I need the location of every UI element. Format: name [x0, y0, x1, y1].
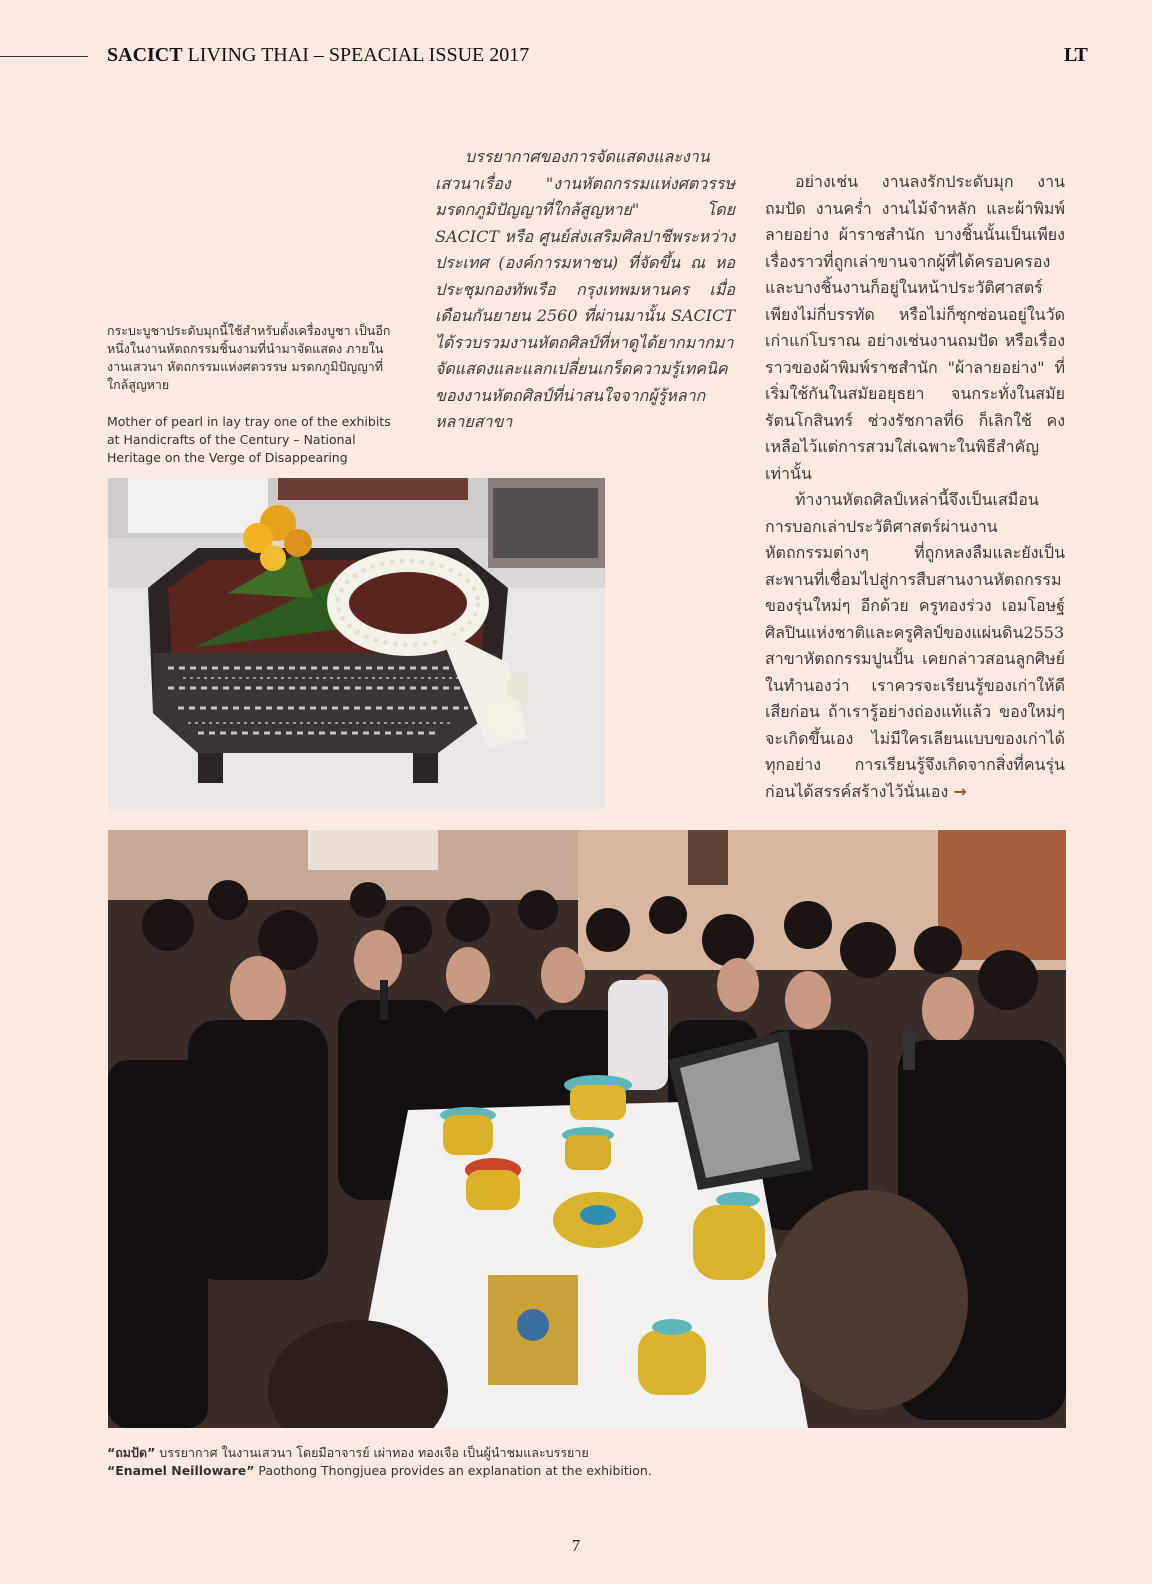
- header-rule: [0, 56, 88, 57]
- article-column: [765, 169, 1065, 805]
- caption-bottom-thai: “ถมปัด” บรรยากาศ ในงานเสวนา โดยมีอาจารย์ เผ่าทอง ทองเจือ เป็นผู้นำชมและบรรยาย: [107, 1445, 589, 1460]
- photo-pearl-tray: [108, 478, 605, 809]
- magazine-logo: LT: [1064, 44, 1087, 66]
- caption-bottom-english: “Enamel Neilloware” Paothong Thongjuea provides an explanation at the exhibition.: [107, 1463, 652, 1478]
- page-number: 7: [571, 1536, 581, 1555]
- intro-column: บรรยากาศของการจัดแสดงและงานเสวนาเรื่อง "งานหัตถกรรมแห่งศตวรรษ มรดกภูมิปัญญาที่ใกล้สูญหาย" โดย SACICT หรือ ศูนย์ส่งเสริมศิลปาชีพระหว่างประเทศ (องค์การมหาชน) ที่จัดขึ้น ณ หอประชุมกองทัพเรือ กรุงเทพมหานคร เมื่อเดือนกันยายน 2560 ที่ผ่านมานั้น SACICT ได้รวบรวมงานหัตถศิลป์ที่หาดูได้ยากมากมาจัดแสดงและแลกเปลี่ยนเกร็ดความรู้เทคนิคของงานหัตถศิลป์ที่น่าสนใจจากผู้รู้หลากหลายสาขา: [435, 147, 735, 431]
- photo-caption-bottom: [107, 1444, 1067, 1480]
- caption-english: Mother of pearl in lay tray one of the exhibits at Handicrafts of the Century – National Heritage on the Verge of Disappearing: [107, 414, 391, 465]
- magazine-header: SACICT LIVING THAI – SPEACIAL ISSUE 2017: [107, 44, 530, 66]
- arrow-right-icon: →: [953, 781, 967, 801]
- exhibition-illustration: [108, 830, 1066, 1428]
- article-paragraph: อย่างเช่น งานลงรักประดับมุก งานถมปัด งานคร่ำ งานไม้จำหลัก และผ้าพิมพ์ลายอย่าง ผ้าราชสำนัก บางชิ้นนั้นเป็นเพียงเรื่องราวที่ถูกเล่าขานจากผู้ที่ได้ครอบครอง และบางชิ้นงานก็อยู่ในหน้าประวัติศาสตร์เพียงไม่กี่บรรทัด หรือไม่ก็ซุกซ่อนอยู่ในวัดเก่าแก่โบราณ อย่างเช่นงานถมปัด หรือเรื่องราวของผ้าพิมพ์ราชสำนัก "ผ้าลายอย่าง" ที่เริ่มใช้กันในสมัยอยุธยา จนกระทั่งในสมัยรัตนโกสินทร์ ช่วงรัชกาลที่6 ก็เลิกใช้ คงเหลือไว้แต่การสวมใส่เฉพาะในพิธีสำคัญเท่านั้น: [765, 172, 1065, 483]
- pearl-tray-illustration: [108, 478, 605, 809]
- photo-exhibition-crowd: [108, 830, 1066, 1428]
- article-paragraph: ท้างานหัตถศิลป์เหล่านี้จึงเป็นเสมือนการบอกเล่าประวัติศาสตร์ผ่านงานหัตถกรรมต่างๆ ที่ถูกหลงลืมและยังเป็นสะพานที่เชื่อมไปสู่การสืบสานงานหัตถกรรมของรุ่นใหม่ๆ อีกด้วย ครูทองร่วง เอมโอษฐ์ ศิลปินแห่งชาติและครูศิลป์ของแผ่นดิน2553 สาขาหัตถกรรมปูนปั้น เคยกล่าวสอนลูกศิษย์ในทำนองว่า เราควรจะเรียนรู้ของเก่าให้ดีเสียก่อน ถ้าเรารู้อย่างถ่องแท้แล้ว ของใหม่ๆ จะเกิดขึ้นเอง ไม่มีใครเลียนแบบของเก่าได้ทุกอย่าง การเรียนรู้จึงเกิดจากสิ่งที่คนรุ่นก่อนได้สรรค์สร้างไว้นั่นเอง →: [765, 490, 1065, 801]
- caption-thai: กระบะบูชาประดับมุกนี้ใช้สำหรับตั้งเครื่องบูชา เป็นอีกหนึ่งในงานหัตถกรรมชิ้นงามที่นำมาจัดแสดง ภายในงานเสวนา หัตถกรรมแห่งศตวรรษ มรดกภูมิปัญญาที่ใกล้สูญหาย: [107, 323, 391, 392]
